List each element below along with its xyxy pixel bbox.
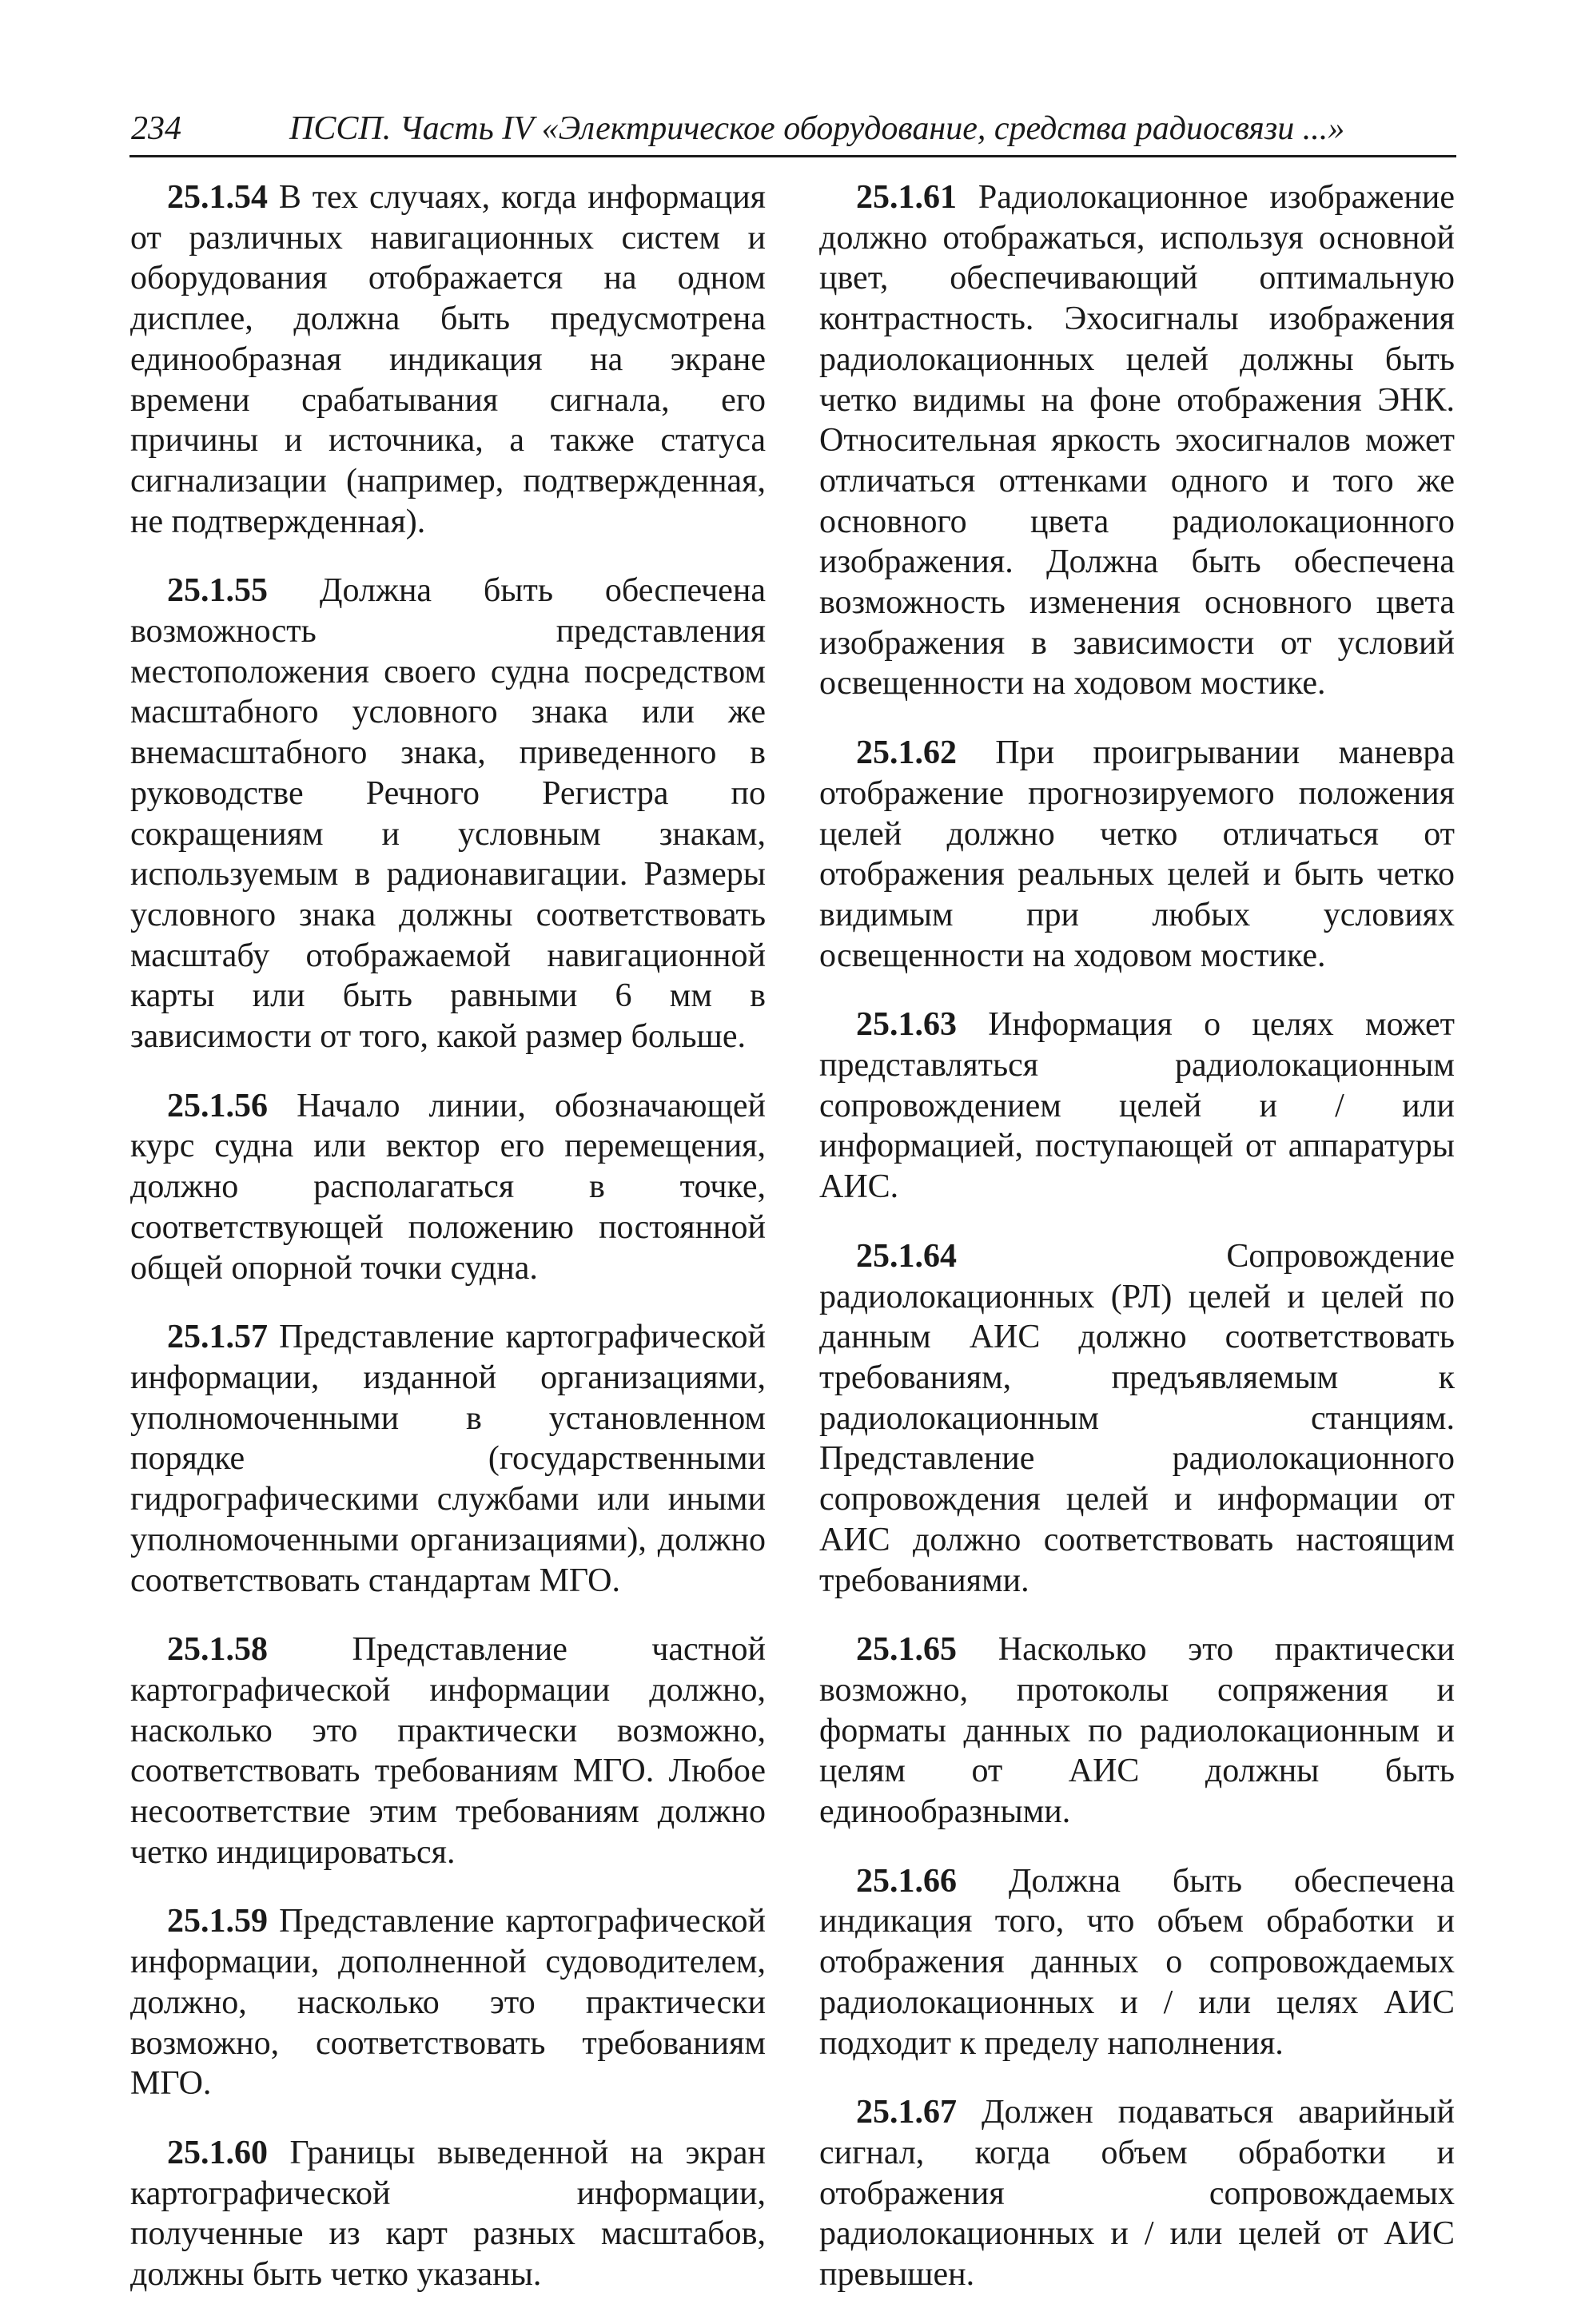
clause-number: 25.1.55 (167, 572, 268, 610)
clause-number: 25.1.54 (167, 179, 268, 216)
paragraph-25-1-64 (819, 1236, 1455, 1601)
running-title: ПССП. Часть IV «Электрическое оборудование, средства радиосвязи ...» (289, 110, 1345, 147)
clause-number: 25.1.58 (167, 1631, 268, 1669)
clause-text: Радиолокационное изображение должно отображаться, используя основной цвет, обеспечивающий оптимальную контрастность. Эхосигналы изображения радиолокационных целей должны быть четко видимы на фоне отображения ЭНК. Относительная яркость эхосигналов может отличаться оттенками одного и того же основного цвета радиолокационного изображения. Должна быть обеспечена возможность изменения основного цвета изображения в зависимости от условий освещенности на ходовом мостике. (819, 179, 1455, 702)
clause-text: Сопровождение радиолокационных (РЛ) целей и целей по данным АИС должно соответствовать требованиям, предъявляемым к радиолокационным станциям. Представление радиолокационного сопровождения целей и информации от АИС должно соответствовать настоящим требованиями. (819, 1237, 1455, 1599)
paragraph-25-1-56 (130, 1086, 766, 1289)
clause-text: Должен подаваться аварийный сигнал, когда объем обработки и отображения сопровождаемых радиолокационных и / или целей от АИС превышен. (819, 2094, 1455, 2294)
clause-text: Границы выведенной на экран картографической информации, полученные из карт разных масштабов, должны быть четко указаны. (130, 2134, 766, 2294)
clause-number: 25.1.62 (856, 734, 957, 772)
paragraph-25-1-60 (130, 2133, 766, 2295)
paragraph-25-1-66 (819, 1861, 1455, 2064)
clause-number: 25.1.57 (167, 1319, 268, 1356)
clause-number: 25.1.60 (167, 2134, 268, 2171)
clause-number: 25.1.65 (856, 1631, 957, 1669)
clause-text: Представление картографической информации, изданной организациями, уполномоченными в установленном порядке (государственными гидрографическими службами или иными уполномоченными организациями), должно соответствовать стандартам МГО. (130, 1319, 766, 1599)
clause-number: 25.1.63 (856, 1006, 957, 1044)
paragraph-25-1-63 (819, 1005, 1455, 1208)
page-number: 234 (131, 110, 181, 147)
clause-text: Насколько это практически возможно, протоколы сопряжения и форматы данных по радиолокационным и целям от АИС должны быть единообразными. (819, 1631, 1455, 1831)
paragraph-25-1-59 (130, 1901, 766, 2104)
clause-number: 25.1.59 (167, 1903, 268, 1940)
left-column (130, 177, 766, 2324)
right-column (819, 177, 1455, 2324)
paragraph-25-1-61 (819, 177, 1455, 704)
clause-number: 25.1.67 (856, 2094, 957, 2131)
paragraph-25-1-62 (819, 733, 1455, 976)
paragraph-25-1-67 (819, 2092, 1455, 2295)
clause-text: Информация о целях может представляться радиолокационным сопровождением целей и / или информацией, поступающей от аппаратуры АИС. (819, 1006, 1455, 1206)
running-header (129, 102, 1456, 157)
clause-text: Представление картографической информации, дополненной судоводителем, должно, насколько это практически возможно, соответствовать требованиям МГО. (130, 1903, 766, 2103)
clause-number: 25.1.64 (856, 1237, 957, 1275)
clause-number: 25.1.56 (167, 1087, 268, 1124)
clause-text: В тех случаях, когда информация от различных навигационных систем и оборудования отображается на одном дисплее, должна быть предусмотрена единообразная индикация на экране времени срабатывания сигнала, его причины и источника, а также статуса сигнализации (например, подтвержденная, не подтвержденная). (130, 179, 766, 540)
clause-number: 25.1.61 (856, 179, 957, 216)
paragraph-25-1-57 (130, 1317, 766, 1601)
paragraph-25-1-55 (130, 571, 766, 1057)
clause-text: Представление частной картографической информации должно, насколько это практически возможно, соответствовать требованиям МГО. Любое несоответствие этим требованиям должно четко индицироваться. (130, 1631, 766, 1871)
clause-text: При проигрывании маневра отображение прогнозируемого положения целей должно четко отличаться от отображения реальных целей и быть четко видимым при любых условиях освещенности на ходовом мостике. (819, 734, 1455, 974)
clause-number: 25.1.66 (856, 1862, 957, 1900)
clause-text: Начало линии, обозначающей курс судна или вектор его перемещения, должно располагаться в точке, соответствующей положению постоянной общей опорной точки судна. (130, 1087, 766, 1287)
paragraph-25-1-65 (819, 1630, 1455, 1833)
clause-text: Должна быть обеспечена индикация того, что объем обработки и отображения данных о сопровождаемых радиолокационных и / или целях АИС подходит к пределу наполнения. (819, 1862, 1455, 2062)
clause-text: Должна быть обеспечена возможность представления местоположения своего судна посредством масштабного условного знака или же внемасштабного знака, приведенного в руководстве Речного Регистра по сокращениям и условным знакам, используемым в радионавигации. Размеры условного знака должны соответствовать масштабу отображаемой навигационной карты или быть равными 6 мм в зависимости от того, какой размер больше. (130, 572, 766, 1056)
paragraph-25-1-54 (130, 177, 766, 542)
paragraph-25-1-58 (130, 1630, 766, 1872)
